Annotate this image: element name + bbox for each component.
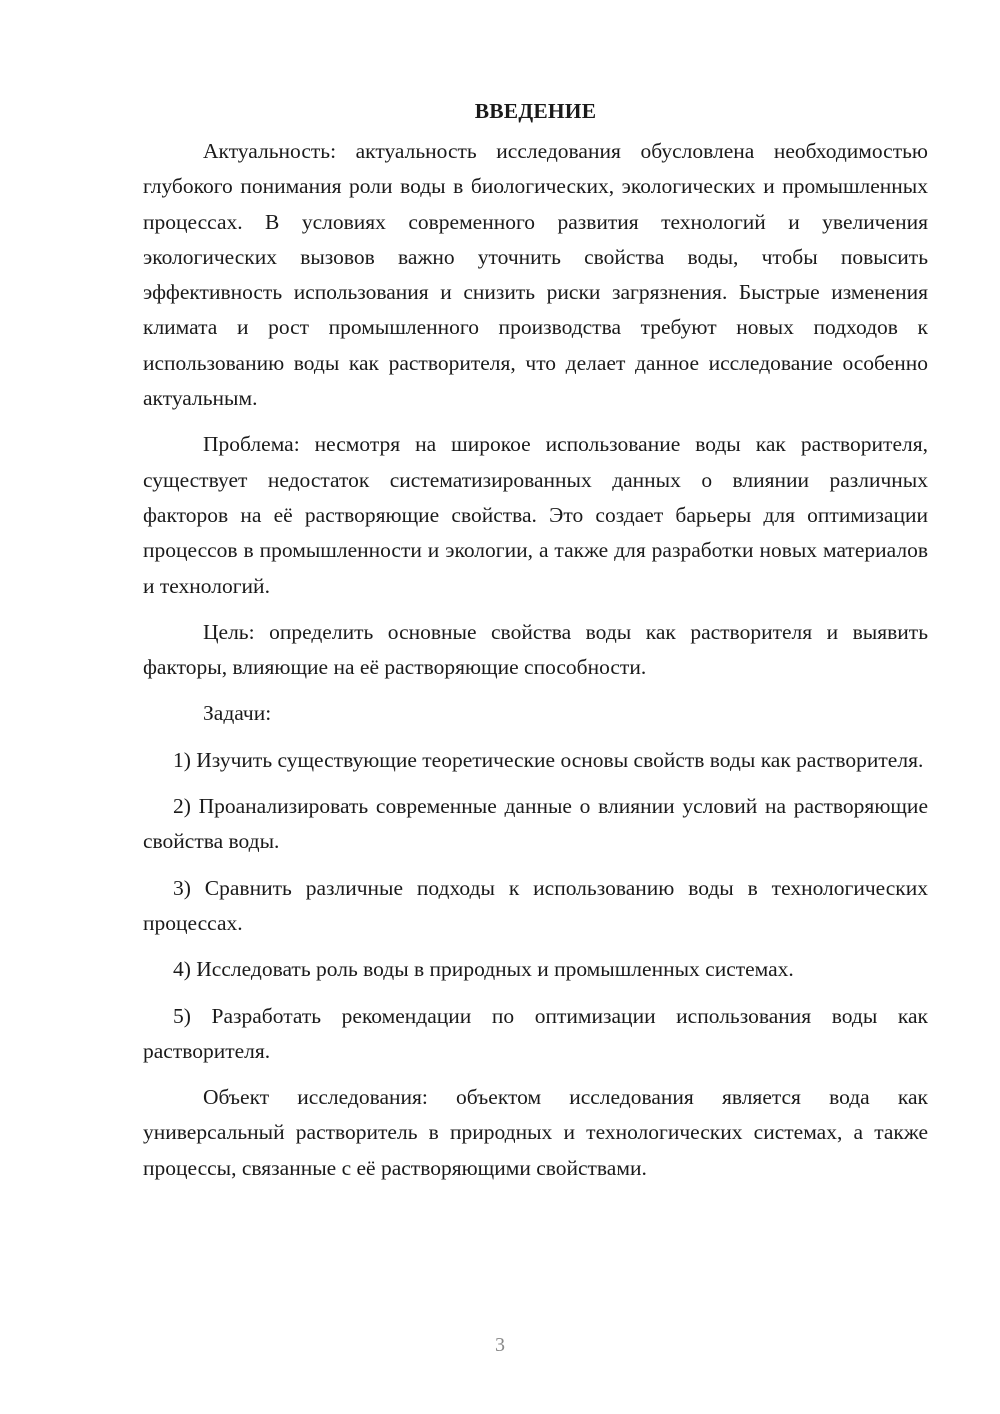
paragraph-relevance: Актуальность: актуальность исследования обусловлена необходимостью глубокого понимания роли воды в биологических, экологических и промышленных процессах. В условиях современного развития технологий и увеличения экологических вызовов важно уточнить свойства воды, чтобы повысить эффективность использования и снизить риски загрязнения. Быстрые изменения климата и рост промышленного производства требуют новых подходов к использованию воды как растворителя, что делает данное исследование особенно актуальным. — [143, 139, 928, 411]
section-title: ВВЕДЕНИЕ — [474, 99, 597, 123]
task-item-1: 1) Изучить существующие теоретические основы свойств воды как растворителя. — [173, 747, 924, 772]
paragraph-goal: Цель: определить основные свойства воды как растворителя и выявить факторы, влияющие на её растворяющие способности. — [143, 619, 928, 680]
document-page — [143, 94, 928, 1186]
paragraph-tasks-heading: Задачи: — [203, 701, 272, 726]
task-item-3: 3) Сравнить различные подходы к использованию воды в технологических процессах. — [143, 875, 928, 935]
task-item-5: 5) Разработать рекомендации по оптимизации использования воды как растворителя. — [143, 1003, 928, 1063]
page-number: 3 — [495, 1334, 505, 1356]
task-item-2: 2) Проанализировать современные данные о влиянии условий на растворяющие свойства воды. — [143, 794, 928, 854]
paragraph-research-object: Объект исследования: объектом исследования является вода как универсальный растворитель в природных и технологических системах, а также процессы, связанные с её растворяющими свойствами. — [143, 1085, 928, 1180]
task-item-4: 4) Исследовать роль воды в природных и промышленных системах. — [173, 957, 794, 982]
paragraph-problem: Проблема: несмотря на широкое использование воды как растворителя, существует недостаток систематизированных данных о влиянии различных факторов на её растворяющие свойства. Это создает барьеры для оптимизации процессов в промышленности и экологии, а также для разработки новых материалов и технологий. — [143, 432, 928, 598]
